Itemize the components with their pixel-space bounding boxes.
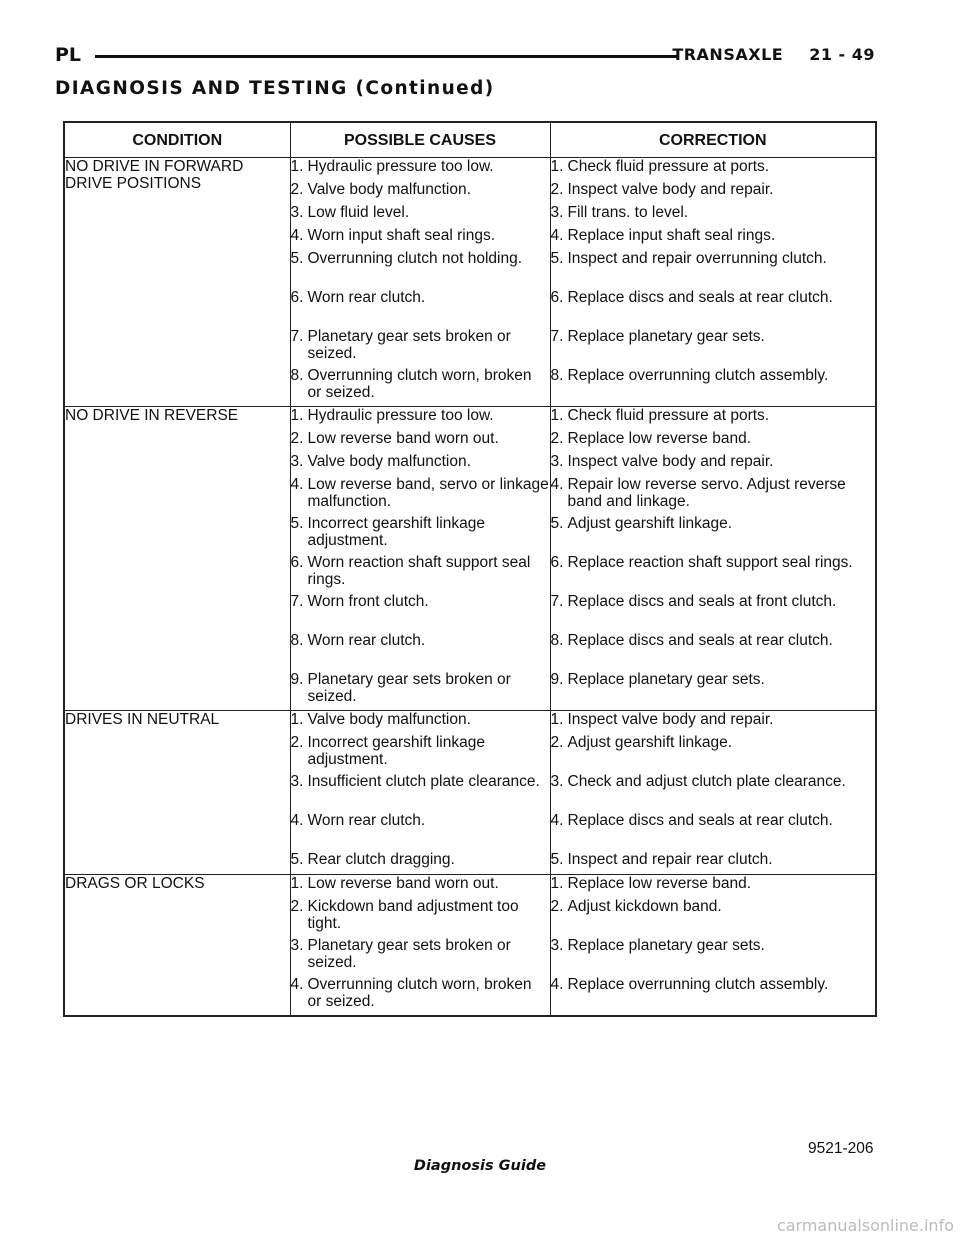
- item-number: 9.: [550, 671, 564, 688]
- table-row: [64, 158, 876, 407]
- correction-text: Replace low reverse band.: [567, 875, 752, 892]
- cause-text: Low reverse band worn out.: [307, 430, 499, 447]
- correction-item: [551, 711, 876, 734]
- correction-text: Check fluid pressure at ports.: [567, 407, 770, 424]
- item-number: 7.: [290, 593, 304, 610]
- cause-item: [291, 593, 550, 632]
- correction-item: [551, 632, 876, 671]
- cause-text: Planetary gear sets broken or seized.: [307, 937, 511, 971]
- correction-item: [551, 367, 876, 406]
- item-number: 1.: [550, 407, 564, 424]
- item-number: 3.: [550, 937, 564, 954]
- cause-item: [291, 976, 550, 1015]
- item-number: 6.: [550, 554, 564, 571]
- item-number: 2.: [550, 898, 564, 915]
- cause-item: [291, 453, 550, 476]
- condition-cell: NO DRIVE IN FORWARD DRIVE POSITIONS: [64, 158, 290, 407]
- correction-item: [551, 515, 876, 554]
- correction-text: Replace discs and seals at rear clutch.: [567, 632, 833, 649]
- cause-text: Worn rear clutch.: [307, 812, 426, 829]
- correction-item: [551, 734, 876, 773]
- item-number: 3.: [550, 773, 564, 790]
- correction-item: [551, 937, 876, 976]
- cause-item: [291, 554, 550, 593]
- correction-item: [551, 593, 876, 632]
- correction-item: [551, 250, 876, 289]
- column-header-possible-causes: POSSIBLE CAUSES: [290, 122, 550, 158]
- correction-text: Inspect and repair rear clutch.: [567, 851, 773, 868]
- item-number: 8.: [290, 632, 304, 649]
- figure-caption: Diagnosis Guide: [413, 1158, 547, 1174]
- cause-text: Low reverse band worn out.: [307, 875, 499, 892]
- correction-text: Replace discs and seals at rear clutch.: [567, 289, 833, 306]
- correction-text: Replace input shaft seal rings.: [567, 227, 776, 244]
- cause-item: [291, 898, 550, 937]
- correction-cell: [550, 711, 876, 875]
- cause-item: [291, 937, 550, 976]
- correction-text: Replace low reverse band.: [567, 430, 752, 447]
- cause-item: [291, 227, 550, 250]
- item-number: 5.: [290, 851, 304, 868]
- correction-text: Inspect valve body and repair.: [567, 181, 774, 198]
- table-row: [64, 407, 876, 711]
- item-number: 5.: [290, 250, 304, 267]
- cause-text: Low fluid level.: [307, 204, 410, 221]
- cause-text: Kickdown band adjustment too tight.: [307, 898, 519, 932]
- item-number: 8.: [290, 367, 304, 384]
- item-number: 7.: [290, 328, 304, 345]
- item-number: 3.: [290, 453, 304, 470]
- correction-item: [551, 476, 876, 515]
- correction-text: Replace discs and seals at rear clutch.: [567, 812, 833, 829]
- cause-text: Valve body malfunction.: [307, 711, 471, 728]
- item-number: 1.: [290, 711, 304, 728]
- correction-item: [551, 204, 876, 227]
- item-number: 8.: [550, 632, 564, 649]
- cause-item: [291, 515, 550, 554]
- cause-item: [291, 476, 550, 515]
- item-number: 4.: [550, 976, 564, 993]
- item-number: 2.: [550, 181, 564, 198]
- cause-item: [291, 407, 550, 430]
- cause-text: Hydraulic pressure too low.: [307, 407, 494, 424]
- correction-item: [551, 671, 876, 710]
- cause-text: Hydraulic pressure too low.: [307, 158, 494, 175]
- header-right: [672, 45, 875, 64]
- cause-text: Worn rear clutch.: [307, 632, 426, 649]
- item-number: 3.: [290, 204, 304, 221]
- correction-text: Check and adjust clutch plate clearance.: [567, 773, 846, 790]
- correction-item: [551, 812, 876, 851]
- cause-text: Worn input shaft seal rings.: [307, 227, 496, 244]
- correction-item: [551, 181, 876, 204]
- correction-item: [551, 407, 876, 430]
- possible-causes-cell: [290, 158, 550, 407]
- table-row: [64, 875, 876, 1017]
- correction-text: Adjust gearshift linkage.: [567, 515, 733, 532]
- item-number: 1.: [290, 158, 304, 175]
- item-number: 5.: [290, 515, 304, 532]
- header-section-name: TRANSAXLE: [672, 45, 784, 64]
- correction-item: [551, 773, 876, 812]
- correction-text: Replace overrunning clutch assembly.: [567, 367, 829, 384]
- correction-text: Adjust kickdown band.: [567, 898, 722, 915]
- cause-item: [291, 851, 550, 874]
- possible-causes-cell: [290, 407, 550, 711]
- correction-cell: [550, 158, 876, 407]
- item-number: 2.: [290, 181, 304, 198]
- correction-text: Inspect valve body and repair.: [567, 711, 774, 728]
- cause-item: [291, 812, 550, 851]
- correction-item: [551, 976, 876, 1015]
- correction-item: [551, 430, 876, 453]
- correction-text: Replace planetary gear sets.: [567, 671, 765, 688]
- cause-text: Rear clutch dragging.: [307, 851, 455, 868]
- cause-text: Low reverse band, servo or linkage malfunction.: [307, 476, 549, 510]
- item-number: 4.: [550, 227, 564, 244]
- correction-text: Adjust gearshift linkage.: [567, 734, 733, 751]
- cause-text: Valve body malfunction.: [307, 181, 471, 198]
- item-number: 1.: [550, 158, 564, 175]
- cause-text: Insufficient clutch plate clearance.: [307, 773, 540, 790]
- possible-causes-cell: [290, 875, 550, 1017]
- item-number: 3.: [290, 773, 304, 790]
- correction-item: [551, 453, 876, 476]
- correction-text: Inspect valve body and repair.: [567, 453, 774, 470]
- cause-text: Overrunning clutch not holding.: [307, 250, 523, 267]
- item-number: 1.: [550, 711, 564, 728]
- item-number: 4.: [290, 476, 304, 493]
- correction-item: [551, 158, 876, 181]
- cause-text: Worn reaction shaft support seal rings.: [307, 554, 531, 588]
- header-model-code: PL: [55, 44, 82, 66]
- condition-cell: DRAGS OR LOCKS: [64, 875, 290, 1017]
- correction-text: Check fluid pressure at ports.: [567, 158, 770, 175]
- cause-text: Planetary gear sets broken or seized.: [307, 328, 511, 362]
- condition-cell: NO DRIVE IN REVERSE: [64, 407, 290, 711]
- cause-text: Valve body malfunction.: [307, 453, 471, 470]
- cause-item: [291, 250, 550, 289]
- cause-item: [291, 734, 550, 773]
- correction-item: [551, 227, 876, 250]
- cause-text: Overrunning clutch worn, broken or seized.: [307, 367, 532, 401]
- column-header-correction: CORRECTION: [550, 122, 876, 158]
- item-number: 3.: [290, 937, 304, 954]
- item-number: 4.: [550, 812, 564, 829]
- item-number: 5.: [550, 851, 564, 868]
- watermark: carmanualsonline.info: [776, 1216, 954, 1235]
- cause-text: Worn front clutch.: [307, 593, 429, 610]
- cause-item: [291, 367, 550, 406]
- cause-item: [291, 773, 550, 812]
- item-number: 4.: [550, 476, 564, 493]
- item-number: 5.: [550, 515, 564, 532]
- item-number: 4.: [290, 976, 304, 993]
- cause-item: [291, 875, 550, 898]
- cause-item: [291, 671, 550, 710]
- correction-text: Repair low reverse servo. Adjust reverse band and linkage.: [567, 476, 846, 510]
- item-number: 2.: [290, 734, 304, 751]
- possible-causes-cell: [290, 711, 550, 875]
- item-number: 7.: [550, 593, 564, 610]
- cause-item: [291, 158, 550, 181]
- cause-item: [291, 289, 550, 328]
- correction-text: Inspect and repair overrunning clutch.: [567, 250, 827, 267]
- item-number: 6.: [290, 554, 304, 571]
- correction-cell: [550, 407, 876, 711]
- cause-item: [291, 181, 550, 204]
- item-number: 1.: [290, 875, 304, 892]
- correction-item: [551, 554, 876, 593]
- item-number: 7.: [550, 328, 564, 345]
- table-header-row: [64, 122, 876, 158]
- correction-item: [551, 328, 876, 367]
- cause-item: [291, 204, 550, 227]
- item-number: 3.: [550, 204, 564, 221]
- diagnosis-table: [63, 121, 877, 1017]
- correction-text: Fill trans. to level.: [567, 204, 689, 221]
- item-number: 6.: [290, 289, 304, 306]
- item-number: 5.: [550, 250, 564, 267]
- correction-cell: [550, 875, 876, 1017]
- item-number: 2.: [290, 430, 304, 447]
- item-number: 2.: [550, 430, 564, 447]
- correction-item: [551, 289, 876, 328]
- condition-cell: DRIVES IN NEUTRAL: [64, 711, 290, 875]
- item-number: 2.: [550, 734, 564, 751]
- correction-text: Replace reaction shaft support seal rings.: [567, 554, 853, 571]
- item-number: 1.: [290, 407, 304, 424]
- item-number: 4.: [290, 812, 304, 829]
- item-number: 9.: [290, 671, 304, 688]
- correction-item: [551, 898, 876, 937]
- figure-id: 9521-206: [808, 1140, 874, 1157]
- cause-text: Incorrect gearshift linkage adjustment.: [307, 515, 485, 549]
- cause-item: [291, 632, 550, 671]
- cause-item: [291, 711, 550, 734]
- item-number: 4.: [290, 227, 304, 244]
- header-rule: [95, 55, 677, 58]
- correction-text: Replace planetary gear sets.: [567, 328, 765, 345]
- header-page-number: 21 - 49: [809, 45, 875, 64]
- cause-text: Incorrect gearshift linkage adjustment.: [307, 734, 485, 768]
- page-header: [55, 44, 875, 70]
- cause-text: Overrunning clutch worn, broken or seized.: [307, 976, 532, 1010]
- table-body: [64, 158, 876, 1017]
- item-number: 2.: [290, 898, 304, 915]
- column-header-condition: CONDITION: [64, 122, 290, 158]
- item-number: 6.: [550, 289, 564, 306]
- correction-item: [551, 875, 876, 898]
- item-number: 8.: [550, 367, 564, 384]
- cause-item: [291, 328, 550, 367]
- section-title: DIAGNOSIS AND TESTING (Continued): [55, 78, 495, 99]
- cause-item: [291, 430, 550, 453]
- correction-item: [551, 851, 876, 874]
- item-number: 1.: [550, 875, 564, 892]
- correction-text: Replace discs and seals at front clutch.: [567, 593, 837, 610]
- cause-text: Planetary gear sets broken or seized.: [307, 671, 511, 705]
- correction-text: Replace overrunning clutch assembly.: [567, 976, 829, 993]
- table-row: [64, 711, 876, 875]
- correction-text: Replace planetary gear sets.: [567, 937, 765, 954]
- cause-text: Worn rear clutch.: [307, 289, 426, 306]
- item-number: 3.: [550, 453, 564, 470]
